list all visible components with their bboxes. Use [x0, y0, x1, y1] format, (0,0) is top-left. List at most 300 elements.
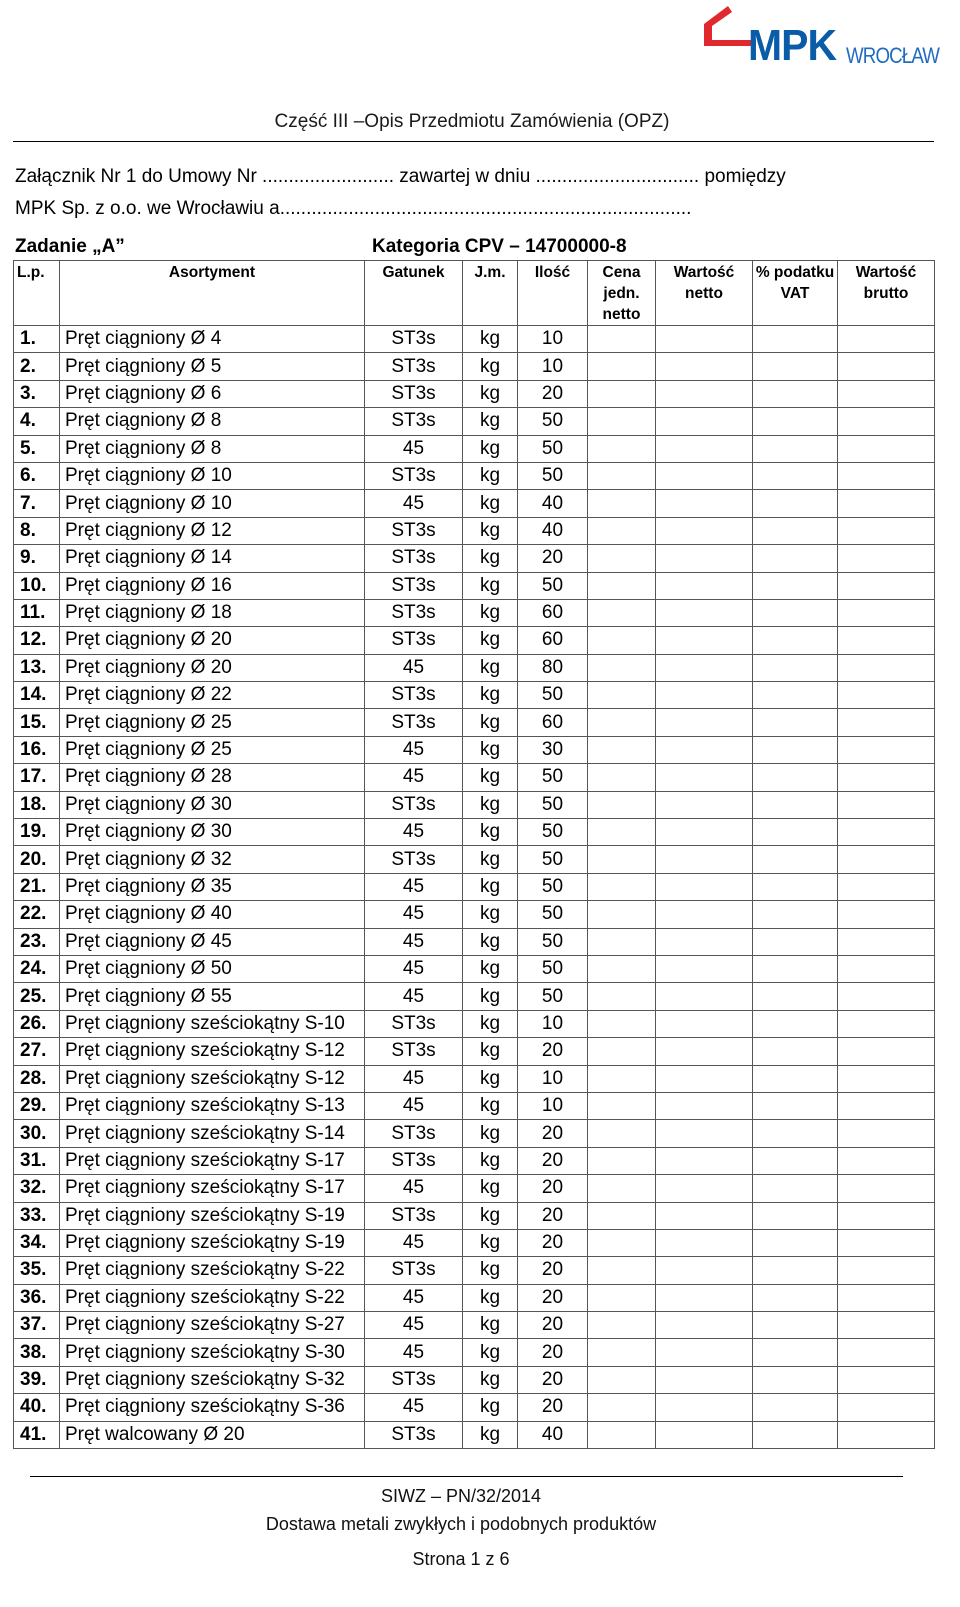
row-wartosc-brutto — [838, 599, 935, 626]
table-row — [14, 1175, 935, 1202]
row-vat — [753, 1257, 838, 1284]
table-row — [14, 1202, 935, 1229]
row-wartosc-netto — [656, 1339, 753, 1366]
row-ilosc: 50 — [518, 408, 588, 435]
row-wartosc-brutto — [838, 408, 935, 435]
row-lp: 2. — [14, 353, 60, 380]
table-row — [14, 1229, 935, 1256]
table-row — [14, 435, 935, 462]
row-gatunek: 45 — [365, 1339, 463, 1366]
table-row — [14, 599, 935, 626]
row-vat — [753, 1202, 838, 1229]
row-jm: kg — [463, 627, 518, 654]
row-gatunek: 45 — [365, 435, 463, 462]
row-asortyment: Pręt ciągniony sześciokątny S-32 — [60, 1366, 365, 1393]
row-jm: kg — [463, 1120, 518, 1147]
row-jm: kg — [463, 408, 518, 435]
row-lp: 26. — [14, 1010, 60, 1037]
row-wartosc-brutto — [838, 682, 935, 709]
table-row — [14, 545, 935, 572]
row-vat — [753, 709, 838, 736]
table-row — [14, 1092, 935, 1119]
row-gatunek: ST3s — [365, 380, 463, 407]
row-gatunek: ST3s — [365, 791, 463, 818]
row-cena — [588, 1092, 656, 1119]
row-wartosc-netto — [656, 1202, 753, 1229]
row-gatunek: 45 — [365, 983, 463, 1010]
row-wartosc-brutto — [838, 955, 935, 982]
row-lp: 19. — [14, 819, 60, 846]
row-asortyment: Pręt ciągniony Ø 16 — [60, 572, 365, 599]
row-asortyment: Pręt ciągniony Ø 4 — [60, 326, 365, 353]
table-row — [14, 873, 935, 900]
row-cena — [588, 1394, 656, 1421]
row-cena — [588, 1339, 656, 1366]
row-wartosc-brutto — [838, 764, 935, 791]
row-wartosc-netto — [656, 1120, 753, 1147]
row-jm: kg — [463, 983, 518, 1010]
table-row — [14, 1120, 935, 1147]
row-asortyment: Pręt ciągniony Ø 12 — [60, 517, 365, 544]
col-header-cena: Cena jedn. netto — [588, 261, 656, 326]
row-wartosc-netto — [656, 1284, 753, 1311]
row-lp: 17. — [14, 764, 60, 791]
row-gatunek: 45 — [365, 873, 463, 900]
row-gatunek: ST3s — [365, 1038, 463, 1065]
row-ilosc: 50 — [518, 819, 588, 846]
row-wartosc-netto — [656, 1257, 753, 1284]
table-row — [14, 654, 935, 681]
row-vat — [753, 654, 838, 681]
row-gatunek: ST3s — [365, 1257, 463, 1284]
row-asortyment: Pręt ciągniony Ø 30 — [60, 791, 365, 818]
row-jm: kg — [463, 1421, 518, 1448]
row-lp: 25. — [14, 983, 60, 1010]
table-row — [14, 682, 935, 709]
row-cena — [588, 1038, 656, 1065]
row-asortyment: Pręt ciągniony sześciokątny S-14 — [60, 1120, 365, 1147]
table-row — [14, 1147, 935, 1174]
row-lp: 11. — [14, 599, 60, 626]
row-wartosc-brutto — [838, 1092, 935, 1119]
row-vat — [753, 1339, 838, 1366]
row-vat — [753, 1038, 838, 1065]
row-wartosc-netto — [656, 654, 753, 681]
row-ilosc: 50 — [518, 682, 588, 709]
row-wartosc-brutto — [838, 517, 935, 544]
row-jm: kg — [463, 1339, 518, 1366]
row-gatunek: ST3s — [365, 545, 463, 572]
row-jm: kg — [463, 1010, 518, 1037]
header-divider — [13, 141, 934, 142]
row-gatunek: ST3s — [365, 353, 463, 380]
row-ilosc: 10 — [518, 326, 588, 353]
table-row — [14, 1421, 935, 1448]
row-gatunek: ST3s — [365, 709, 463, 736]
row-ilosc: 10 — [518, 1010, 588, 1037]
table-row — [14, 326, 935, 353]
row-wartosc-brutto — [838, 983, 935, 1010]
row-cena — [588, 1147, 656, 1174]
row-lp: 14. — [14, 682, 60, 709]
row-asortyment: Pręt ciągniony Ø 25 — [60, 736, 365, 763]
row-asortyment: Pręt ciągniony sześciokątny S-27 — [60, 1312, 365, 1339]
row-asortyment: Pręt ciągniony Ø 45 — [60, 928, 365, 955]
col-header-wartosc-netto: Wartość netto — [656, 261, 753, 326]
row-wartosc-netto — [656, 682, 753, 709]
row-ilosc: 20 — [518, 1257, 588, 1284]
page-title: Część III –Opis Przedmiotu Zamówienia (OPZ) — [274, 111, 670, 132]
row-wartosc-netto — [656, 791, 753, 818]
row-jm: kg — [463, 1394, 518, 1421]
row-gatunek: 45 — [365, 1092, 463, 1119]
row-jm: kg — [463, 1284, 518, 1311]
row-ilosc: 20 — [518, 1394, 588, 1421]
row-wartosc-netto — [656, 627, 753, 654]
row-gatunek: ST3s — [365, 1421, 463, 1448]
row-ilosc: 20 — [518, 1147, 588, 1174]
row-jm: kg — [463, 928, 518, 955]
row-ilosc: 20 — [518, 380, 588, 407]
table-row — [14, 1038, 935, 1065]
row-asortyment: Pręt ciągniony Ø 6 — [60, 380, 365, 407]
row-vat — [753, 1010, 838, 1037]
row-cena — [588, 736, 656, 763]
table-row — [14, 709, 935, 736]
row-wartosc-brutto — [838, 1312, 935, 1339]
row-gatunek: 45 — [365, 1229, 463, 1256]
row-asortyment: Pręt ciągniony sześciokątny S-17 — [60, 1147, 365, 1174]
row-asortyment: Pręt ciągniony Ø 40 — [60, 901, 365, 928]
row-wartosc-netto — [656, 955, 753, 982]
row-vat — [753, 736, 838, 763]
col-header-gatunek: Gatunek — [365, 261, 463, 326]
row-asortyment: Pręt ciągniony sześciokątny S-22 — [60, 1257, 365, 1284]
table-row — [14, 791, 935, 818]
footer-subject: Dostawa metali zwykłych i podobnych produktów — [265, 1514, 657, 1534]
row-cena — [588, 846, 656, 873]
row-wartosc-netto — [656, 1010, 753, 1037]
row-ilosc: 50 — [518, 846, 588, 873]
row-wartosc-netto — [656, 1312, 753, 1339]
table-row — [14, 1065, 935, 1092]
row-lp: 7. — [14, 490, 60, 517]
intro-line-1: Załącznik Nr 1 do Umowy Nr ......................... zawartej w dniu ............................... pomiędzy — [15, 166, 786, 187]
row-wartosc-netto — [656, 1421, 753, 1448]
row-vat — [753, 353, 838, 380]
row-gatunek: ST3s — [365, 627, 463, 654]
row-ilosc: 20 — [518, 1339, 588, 1366]
row-vat — [753, 490, 838, 517]
row-lp: 10. — [14, 572, 60, 599]
row-asortyment: Pręt ciągniony sześciokątny S-12 — [60, 1038, 365, 1065]
col-header-wartosc-brutto: Wartość brutto — [838, 261, 935, 326]
table-row — [14, 572, 935, 599]
row-wartosc-brutto — [838, 1257, 935, 1284]
row-lp: 4. — [14, 408, 60, 435]
row-wartosc-brutto — [838, 435, 935, 462]
row-cena — [588, 1421, 656, 1448]
row-jm: kg — [463, 1229, 518, 1256]
row-asortyment: Pręt ciągniony Ø 5 — [60, 353, 365, 380]
row-asortyment: Pręt ciągniony Ø 20 — [60, 627, 365, 654]
row-gatunek: ST3s — [365, 1147, 463, 1174]
row-vat — [753, 1229, 838, 1256]
row-gatunek: ST3s — [365, 1366, 463, 1393]
row-wartosc-brutto — [838, 928, 935, 955]
row-vat — [753, 1065, 838, 1092]
row-asortyment: Pręt ciągniony Ø 22 — [60, 682, 365, 709]
row-vat — [753, 1147, 838, 1174]
row-jm: kg — [463, 1175, 518, 1202]
row-vat — [753, 408, 838, 435]
row-wartosc-brutto — [838, 545, 935, 572]
row-jm: kg — [463, 490, 518, 517]
row-wartosc-netto — [656, 846, 753, 873]
row-lp: 12. — [14, 627, 60, 654]
row-wartosc-netto — [656, 1147, 753, 1174]
row-jm: kg — [463, 462, 518, 489]
table-row — [14, 846, 935, 873]
row-asortyment: Pręt ciągniony Ø 14 — [60, 545, 365, 572]
table-row — [14, 1284, 935, 1311]
table-row — [14, 353, 935, 380]
table-row — [14, 380, 935, 407]
row-cena — [588, 955, 656, 982]
row-gatunek: ST3s — [365, 462, 463, 489]
row-lp: 22. — [14, 901, 60, 928]
row-ilosc: 50 — [518, 873, 588, 900]
row-wartosc-brutto — [838, 1010, 935, 1037]
row-jm: kg — [463, 873, 518, 900]
row-wartosc-brutto — [838, 1229, 935, 1256]
table-row — [14, 955, 935, 982]
row-wartosc-netto — [656, 517, 753, 544]
row-asortyment: Pręt ciągniony Ø 30 — [60, 819, 365, 846]
row-cena — [588, 1366, 656, 1393]
row-lp: 41. — [14, 1421, 60, 1448]
row-vat — [753, 627, 838, 654]
row-cena — [588, 928, 656, 955]
row-jm: kg — [463, 326, 518, 353]
row-asortyment: Pręt ciągniony Ø 28 — [60, 764, 365, 791]
row-ilosc: 50 — [518, 983, 588, 1010]
row-wartosc-brutto — [838, 873, 935, 900]
row-ilosc: 20 — [518, 1038, 588, 1065]
row-wartosc-netto — [656, 1394, 753, 1421]
table-row — [14, 983, 935, 1010]
table-row — [14, 627, 935, 654]
row-vat — [753, 983, 838, 1010]
row-gatunek: ST3s — [365, 1202, 463, 1229]
row-vat — [753, 1312, 838, 1339]
row-wartosc-brutto — [838, 1175, 935, 1202]
row-jm: kg — [463, 517, 518, 544]
row-wartosc-brutto — [838, 380, 935, 407]
row-asortyment: Pręt ciągniony Ø 8 — [60, 408, 365, 435]
row-wartosc-netto — [656, 408, 753, 435]
row-ilosc: 10 — [518, 1065, 588, 1092]
row-ilosc: 20 — [518, 1175, 588, 1202]
row-wartosc-netto — [656, 462, 753, 489]
row-vat — [753, 846, 838, 873]
row-asortyment: Pręt ciągniony sześciokątny S-13 — [60, 1092, 365, 1119]
row-wartosc-brutto — [838, 819, 935, 846]
row-jm: kg — [463, 709, 518, 736]
table-row — [14, 819, 935, 846]
row-asortyment: Pręt ciągniony Ø 32 — [60, 846, 365, 873]
row-asortyment: Pręt ciągniony Ø 25 — [60, 709, 365, 736]
row-lp: 9. — [14, 545, 60, 572]
row-lp: 18. — [14, 791, 60, 818]
row-cena — [588, 435, 656, 462]
row-cena — [588, 353, 656, 380]
row-lp: 23. — [14, 928, 60, 955]
row-ilosc: 50 — [518, 955, 588, 982]
cpv-category: Kategoria CPV – 14700000-8 — [372, 236, 627, 257]
row-jm: kg — [463, 1202, 518, 1229]
row-asortyment: Pręt ciągniony Ø 35 — [60, 873, 365, 900]
row-cena — [588, 1312, 656, 1339]
row-wartosc-netto — [656, 353, 753, 380]
row-ilosc: 60 — [518, 709, 588, 736]
row-lp: 28. — [14, 1065, 60, 1092]
row-cena — [588, 1284, 656, 1311]
row-wartosc-brutto — [838, 1366, 935, 1393]
row-jm: kg — [463, 736, 518, 763]
row-wartosc-brutto — [838, 1339, 935, 1366]
row-cena — [588, 490, 656, 517]
row-wartosc-netto — [656, 709, 753, 736]
row-asortyment: Pręt ciągniony sześciokątny S-19 — [60, 1229, 365, 1256]
row-jm: kg — [463, 380, 518, 407]
row-wartosc-netto — [656, 1366, 753, 1393]
table-row — [14, 490, 935, 517]
row-ilosc: 50 — [518, 572, 588, 599]
row-lp: 8. — [14, 517, 60, 544]
row-cena — [588, 1229, 656, 1256]
row-asortyment: Pręt ciągniony sześciokątny S-36 — [60, 1394, 365, 1421]
footer-divider — [30, 1476, 903, 1477]
row-ilosc: 20 — [518, 1284, 588, 1311]
row-lp: 21. — [14, 873, 60, 900]
table-row — [14, 1312, 935, 1339]
row-cena — [588, 627, 656, 654]
row-vat — [753, 955, 838, 982]
row-ilosc: 50 — [518, 928, 588, 955]
row-cena — [588, 983, 656, 1010]
row-jm: kg — [463, 764, 518, 791]
table-row — [14, 517, 935, 544]
row-gatunek: ST3s — [365, 326, 463, 353]
row-asortyment: Pręt ciągniony Ø 18 — [60, 599, 365, 626]
row-lp: 3. — [14, 380, 60, 407]
row-jm: kg — [463, 791, 518, 818]
row-wartosc-brutto — [838, 490, 935, 517]
row-ilosc: 40 — [518, 1421, 588, 1448]
row-wartosc-brutto — [838, 353, 935, 380]
row-gatunek: ST3s — [365, 682, 463, 709]
table-row — [14, 408, 935, 435]
table-row — [14, 764, 935, 791]
row-wartosc-netto — [656, 983, 753, 1010]
col-header-ilosc: Ilość — [518, 261, 588, 326]
row-jm: kg — [463, 1312, 518, 1339]
row-vat — [753, 901, 838, 928]
row-wartosc-brutto — [838, 901, 935, 928]
row-wartosc-netto — [656, 1229, 753, 1256]
row-asortyment: Pręt ciągniony sześciokątny S-22 — [60, 1284, 365, 1311]
row-cena — [588, 1202, 656, 1229]
row-vat — [753, 1421, 838, 1448]
col-header-asortyment: Asortyment — [60, 261, 365, 326]
row-cena — [588, 1120, 656, 1147]
row-gatunek: 45 — [365, 1312, 463, 1339]
row-lp: 27. — [14, 1038, 60, 1065]
row-vat — [753, 791, 838, 818]
row-asortyment: Pręt ciągniony sześciokątny S-17 — [60, 1175, 365, 1202]
footer-siwz: SIWZ – PN/32/2014 — [380, 1486, 542, 1506]
zadanie-label: Zadanie „A” — [15, 236, 125, 257]
row-lp: 33. — [14, 1202, 60, 1229]
row-wartosc-brutto — [838, 1202, 935, 1229]
row-cena — [588, 819, 656, 846]
row-jm: kg — [463, 1257, 518, 1284]
row-gatunek: 45 — [365, 901, 463, 928]
row-vat — [753, 1394, 838, 1421]
row-cena — [588, 709, 656, 736]
row-cena — [588, 408, 656, 435]
logo-city: WROCŁAW — [846, 43, 940, 68]
row-vat — [753, 873, 838, 900]
row-lp: 5. — [14, 435, 60, 462]
row-jm: kg — [463, 1366, 518, 1393]
row-cena — [588, 599, 656, 626]
row-gatunek: 45 — [365, 1175, 463, 1202]
col-header-jm: J.m. — [463, 261, 518, 326]
row-vat — [753, 1284, 838, 1311]
row-vat — [753, 819, 838, 846]
row-cena — [588, 791, 656, 818]
row-wartosc-netto — [656, 599, 753, 626]
row-wartosc-brutto — [838, 1120, 935, 1147]
row-lp: 16. — [14, 736, 60, 763]
row-gatunek: 45 — [365, 736, 463, 763]
row-cena — [588, 1065, 656, 1092]
row-ilosc: 20 — [518, 545, 588, 572]
row-lp: 1. — [14, 326, 60, 353]
row-vat — [753, 517, 838, 544]
col-header-vat: % podatku VAT — [753, 261, 838, 326]
row-ilosc: 50 — [518, 435, 588, 462]
row-gatunek: ST3s — [365, 408, 463, 435]
row-cena — [588, 380, 656, 407]
row-gatunek: 45 — [365, 928, 463, 955]
row-jm: kg — [463, 545, 518, 572]
row-wartosc-brutto — [838, 709, 935, 736]
row-vat — [753, 462, 838, 489]
row-ilosc: 50 — [518, 764, 588, 791]
row-ilosc: 80 — [518, 654, 588, 681]
row-wartosc-netto — [656, 572, 753, 599]
row-wartosc-netto — [656, 819, 753, 846]
logo-brand: MPK — [748, 21, 837, 70]
row-ilosc: 20 — [518, 1120, 588, 1147]
row-lp: 35. — [14, 1257, 60, 1284]
row-lp: 32. — [14, 1175, 60, 1202]
row-wartosc-netto — [656, 1038, 753, 1065]
row-asortyment: Pręt walcowany Ø 20 — [60, 1421, 365, 1448]
